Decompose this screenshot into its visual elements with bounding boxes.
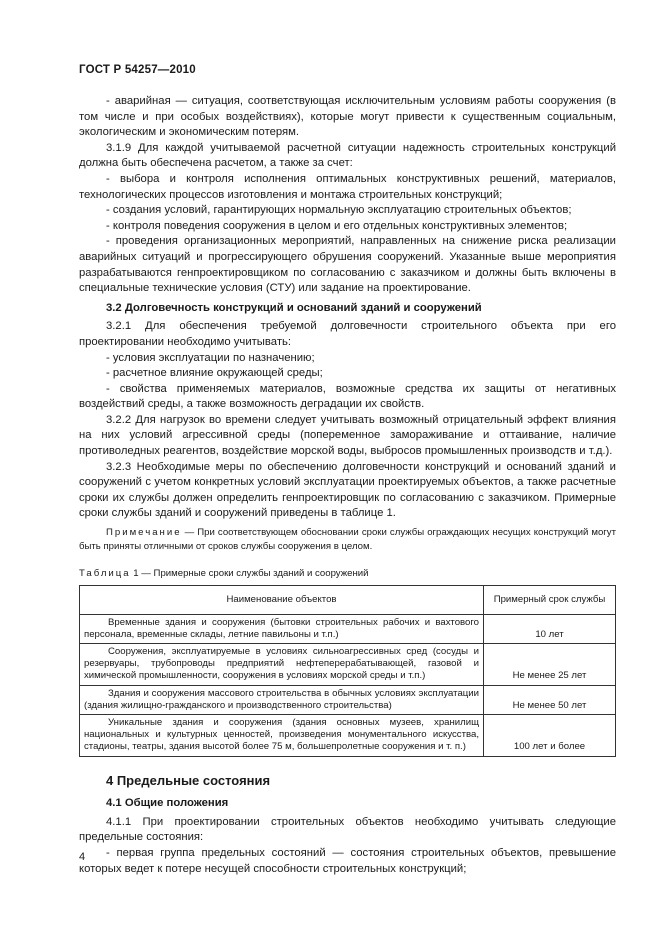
list-item: - выбора и контроля исполнения оптимальных конструктивных решений, материалов, технологических процессов изготовления и монтажа строительных конструкций; (79, 172, 616, 201)
table-header-row (80, 585, 616, 614)
note-text: — При соответствующем обосновании сроки службы ограждающих несущих конструкций могут быть приняты отличными от сроков службы сооружения в целом. (79, 527, 616, 553)
paragraph: 4.1.1 При проектировании строительных объектов необходимо учитывать следующие предельные состояния: (79, 815, 616, 844)
paragraph: 3.2.1 Для обеспечения требуемой долговечности строительного объекта при его проектировании необходимо учитывать: (79, 320, 616, 348)
document-body (79, 94, 616, 877)
document-header: ГОСТ Р 54257—2010 (79, 64, 196, 76)
table-row (80, 644, 616, 686)
note-label: Примечание (106, 527, 182, 539)
table-row (80, 685, 616, 714)
list-item: - первая группа предельных состояний — состояния строительных объектов, превышение которых ведет к потере несущей способности строительных конструкций; (79, 847, 616, 875)
page-number: 4 (79, 851, 86, 863)
table-row (80, 614, 616, 643)
table-cell-service-life: Не менее 50 лет (484, 685, 616, 714)
table-cell-service-life: 100 лет и более (484, 715, 616, 757)
list-item: - контроля поведения сооружения в целом и его отдельных конструктивных элементов; (106, 219, 568, 232)
list-item: - проведения организационных мероприятий, направленных на снижение риска реализации аварийных ситуаций и прогрессирующего обрушения сооружений. Указанные выше мероприятия разрабатываются генпроектировщиком по согласованию с заказчиком и должны быть включены в специальные технические условия (СТУ) или задание на проектирование. (79, 235, 616, 295)
column-header-object: Наименование объектов (80, 585, 484, 614)
paragraph: - аварийная — ситуация, соответствующая исключительным условиям работы сооружения (в том числе и при особых воздействиях), которые могут привести к существенным социальным, экологическим и экономическим потерям. (79, 95, 616, 139)
table-cell-service-life: 10 лет (484, 614, 616, 643)
list-item: - расчетное влияние окружающей среды; (106, 367, 323, 380)
list-item: - условия эксплуатации по назначению; (106, 351, 315, 364)
section-heading: 4.1 Общие положения (106, 797, 229, 810)
table-caption-label: Таблица (79, 568, 131, 580)
section-heading: 3.2 Долговечность конструкций и оснований зданий и сооружений (106, 301, 482, 314)
list-item: - свойства применяемых материалов, возможные средства их защиты от негативных воздействий среды, а также возможность деградации их свойств. (79, 382, 616, 411)
table-cell-service-life: Не менее 25 лет (484, 644, 616, 686)
paragraph: 3.2.3 Необходимые меры по обеспечению долговечности конструкций и оснований зданий и сооружений с учетом конкретных условий эксплуатации проектируемых объектов, а также расчетные сроки их службы должен определить генпроектировщик по согласованию с заказчиком. Примерные сроки службы зданий и сооружений приведены в таблице 1. (79, 460, 616, 520)
table-caption-text: 1 — Примерные сроки службы зданий и сооружений (130, 568, 369, 580)
paragraph: 3.1.9 Для каждой учитываемой расчетной ситуации надежность строительных конструкций должна быть обеспечена расчетом, а также за счет: (79, 141, 616, 170)
note (79, 526, 616, 554)
table-row (80, 715, 616, 757)
table-cell-object: Сооружения, эксплуатируемые в условиях сильноагрессивных сред (сосуды и резервуары, трубопроводы предприятий нефтеперерабатывающей, газовой и химической промышленности, сооружения в условиях морской среды и т.п.) (80, 644, 484, 686)
table-cell-object: Здания и сооружения массового строительства в обычных условиях эксплуатации (здания жилищно-гражданского и производственного строительства) (80, 685, 484, 714)
table-cell-object: Уникальные здания и сооружения (здания основных музеев, хранилищ национальных и культурных ценностей, произведения монументального искусства, стадионы, театры, здания высотой более 75 м, большепролетные сооружения и т. п.) (80, 715, 484, 757)
paragraph: 3.2.2 Для нагрузок во времени следует учитывать возможный отрицательный эффект влияния на них условий агрессивной среды (попеременное замораживание и оттаивание, наличие противоледных реагентов, воздействие морской воды, выбросов промышленных производств и т.д.). (79, 413, 616, 458)
column-header-service-life: Примерный срок службы (484, 585, 616, 614)
service-life-table (79, 585, 616, 757)
table-caption (79, 566, 616, 582)
table-cell-object: Временные здания и сооружения (бытовки строительных рабочих и вахтового персонала, временные склады, летние павильоны и т.п.) (80, 614, 484, 643)
chapter-heading: 4 Предельные состояния (106, 772, 271, 788)
list-item: - создания условий, гарантирующих нормальную эксплуатацию строительных объектов; (106, 204, 572, 217)
